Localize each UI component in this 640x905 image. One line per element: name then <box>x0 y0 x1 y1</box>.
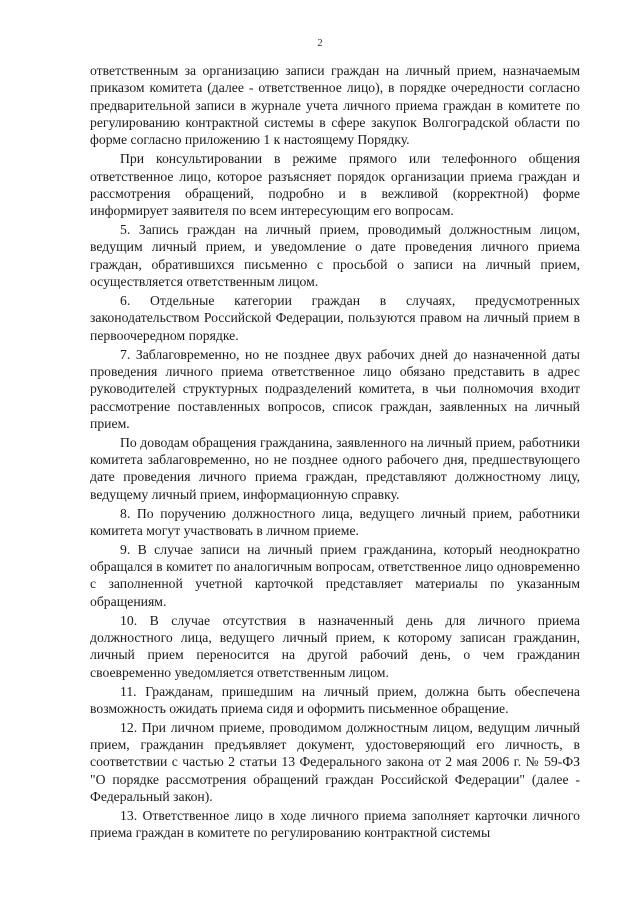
paragraph-item-9: 9. В случае записи на личный прием гражданина, который неоднократно обращался в комитет по аналогичным вопросам, ответственное лицо одновременно с заполненной учетной карточкой представляет материалы по указанным обращениям. <box>90 541 580 609</box>
paragraph-item-12: 12. При личном приеме, проводимом должностным лицом, ведущим личный прием, гражданин предъявляет документ, удостоверяющий его личность, в соответствии с частью 2 статьи 13 Федерального закона от 2 мая 2006 г. № 59-ФЗ "О порядке рассмотрения обращений граждан Российской Федерации" (далее - Федеральный закон). <box>90 719 580 805</box>
paragraph-item-10: 10. В случае отсутствия в назначенный день для личного приема должностного лица, ведущего личный прием, к которому записан гражданин, личный прием переносится на другой рабочий день, о чем гражданин своевременно уведомляется ответственным лицом. <box>90 612 580 680</box>
paragraph-item-6: 6. Отдельные категории граждан в случаях, предусмотренных законодательством Российской Федерации, пользуются правом на личный прием в первоочередном порядке. <box>90 292 580 343</box>
paragraph-item-8: 8. По поручению должностного лица, ведущего личный прием, работники комитета могут участвовать в личном приеме. <box>90 505 580 538</box>
document-body <box>90 62 580 843</box>
paragraph-item-11: 11. Гражданам, пришедшим на личный прием, должна быть обеспечена возможность ожидать приема сидя и оформить письменное обращение. <box>90 683 580 716</box>
paragraph-item-7-note: По доводам обращения гражданина, заявленного на личный прием, работники комитета заблаговременно, но не позднее одного рабочего дня, предшествующего дате проведения личного приема граждан, представляют должностному лицу, ведущему личный прием, информационную справку. <box>90 434 580 502</box>
paragraph-item-13: 13. Ответственное лицо в ходе личного приема заполняет карточки личного приема граждан в комитете по регулированию контрактной системы <box>90 807 580 841</box>
paragraph-item-7: 7. Заблаговременно, но не позднее двух рабочих дней до назначенной даты проведения личного приема ответственное лицо обязано представить в адрес руководителей структурных подразделений комитета, в чьи полномочия входит рассмотрение поставленных вопросов, список граждан, заявленных на личный прием. <box>90 346 580 431</box>
paragraph-item-5: 5. Запись граждан на личный прием, проводимый должностным лицом, ведущим личный прием, и уведомление о дате проведения личного приема граждан, обратившихся письменно с просьбой о записи на личный прием, осуществляется ответственным лицом. <box>90 222 580 290</box>
paragraph-consultation: При консультировании в режиме прямого или телефонного общения ответственное лицо, которое разъясняет порядок организации приема граждан и рассмотрения обращений, подробно и в вежливой (корректной) форме информирует заявителя по всем интересующим его вопросам. <box>90 151 580 219</box>
paragraph-continuation: ответственным за организацию записи граждан на личный прием, назначаемым приказом комитета (далее - ответственное лицо), в порядке очередности согласно предварительной записи в журнале учета личного приема граждан в комитете по регулированию контрактной системы в сфере закупок Волгоградской области по форме согласно приложению 1 к настоящему Порядку. <box>90 63 580 148</box>
page-number: 2 <box>317 37 323 49</box>
